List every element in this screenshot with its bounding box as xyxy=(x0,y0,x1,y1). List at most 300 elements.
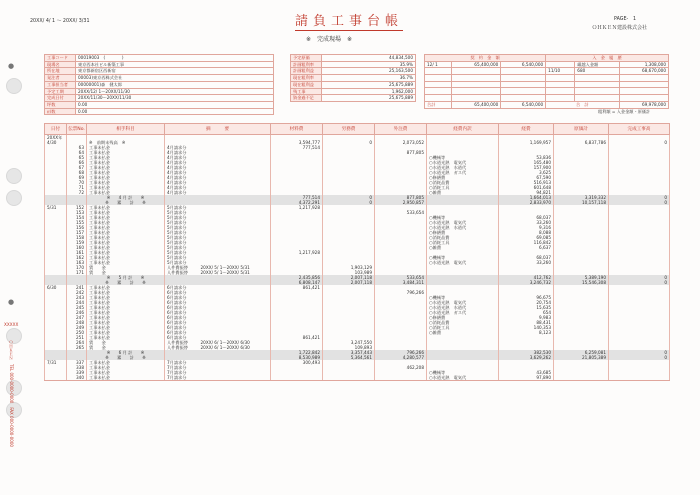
ledger-cell-a: 工事未払金 xyxy=(87,365,165,370)
binding-hole xyxy=(6,78,22,94)
ledger-cell-f4: 88,431 xyxy=(499,320,554,325)
ledger-cell-f4: 69,085 xyxy=(499,235,554,240)
ledger-cell-f6: 0 xyxy=(609,275,670,280)
ledger-cell-k: ○水道光熱 電気代 xyxy=(427,375,499,381)
ledger-cell-k: ○消耗工具 xyxy=(427,240,499,245)
ledger-cell-m: 5月請求分 xyxy=(165,220,271,225)
column-header: 伝票No. xyxy=(67,124,87,135)
ledger-cell-f4: 3,625 xyxy=(499,170,554,175)
column-header: 外注費 xyxy=(375,124,427,135)
ledger-cell-m: 7月請求分 xyxy=(165,375,271,381)
ledger-cell-a: 工事未払金 xyxy=(87,360,165,365)
ledger-cell-k: ○機械等 xyxy=(427,295,499,300)
ledger-cell-f5: 6,259,081 xyxy=(554,350,609,355)
ledger-cell-f4: 140,353 xyxy=(499,325,554,330)
ledger-cell-m: 6月請求分 xyxy=(165,310,271,315)
ledger-cell-a: 賃 金 xyxy=(87,270,165,275)
ledger-cell-d: 5/31 xyxy=(45,205,67,210)
ledger-cell-a: 工事未払金 xyxy=(87,170,165,175)
ledger-cell-m: 6月請求分 xyxy=(165,295,271,300)
cost-value: 44,834,500 xyxy=(322,55,416,62)
ledger-cell-a: ※ 5 月 計 ※ xyxy=(87,275,165,280)
ledger-cell-a: 工事未払金 xyxy=(87,320,165,325)
ledger-cell-m: 6月請求分 xyxy=(165,300,271,305)
ledger-cell-m: 6月請求分 xyxy=(165,330,271,335)
page-title: 請負工事台帳 xyxy=(295,10,403,31)
ledger-cell-f4: 97,890 xyxy=(499,375,554,381)
ledger-cell-n: 158 xyxy=(67,235,87,240)
ledger-cell-m: 5月請求分 xyxy=(165,250,271,255)
info-value: 0.00 xyxy=(76,108,274,115)
ledger-cell-a: 工事未払金 xyxy=(87,325,165,330)
column-header: 相手科目 xyxy=(87,124,165,135)
ledger-cell-k: ○消耗品費 xyxy=(427,320,499,325)
info-label: 工事コード xyxy=(45,55,76,62)
ledger-cell-m: 6月請求分 xyxy=(165,335,271,340)
ledger-cell-m: 6月請求分 xyxy=(165,315,271,320)
ledger-cell-f6: 0 xyxy=(609,140,670,145)
ledger-cell-f6: 0 xyxy=(609,350,670,355)
cost-label: 現在粗利率 xyxy=(291,75,322,82)
page-subtitle: ※ 完成現場 ※ xyxy=(306,36,353,43)
ledger-cell-f1: 3,594,777 xyxy=(271,140,323,145)
margin-mark: ● xyxy=(8,298,15,306)
info-label: 発注者 xyxy=(45,75,76,82)
info-value: 東京西本社ビル新築工事 xyxy=(76,61,274,68)
ledger-cell-m: 4月請求分 xyxy=(165,160,271,165)
ledger-cell-n: 171 xyxy=(67,270,87,275)
ledger-cell-k: ○機械等 xyxy=(427,255,499,260)
ledger-cell-m: 5月請求分 xyxy=(165,225,271,230)
ledger-cell-f4: 20,754 xyxy=(499,300,554,305)
ledger-cell-n: 250 xyxy=(67,330,87,335)
project-info-table xyxy=(44,54,274,115)
ledger-cell-k: ○機械等 xyxy=(427,155,499,160)
ledger-cell-a: 工事未払金 xyxy=(87,330,165,335)
ledger-cell-f4: 8,088 xyxy=(499,230,554,235)
margin-mark: ● xyxy=(8,62,15,70)
ledger-cell-f4: 382,530 xyxy=(499,350,554,355)
cost-value: 1,962,000 xyxy=(322,88,416,95)
received-date xyxy=(546,61,575,68)
ledger-cell-f1: 4,372,291 xyxy=(271,200,323,205)
ledger-cell-f4: 9,983 xyxy=(499,315,554,320)
ledger-cell-a: 賃 金 xyxy=(87,340,165,345)
ledger-cell-n: 65 xyxy=(67,155,87,160)
ledger-cell-m: 5月請求分 xyxy=(165,240,271,245)
cost-label: 計画粗利率 xyxy=(291,61,322,68)
ledger-cell-a: 工事未払金 xyxy=(87,310,165,315)
ledger-cell-d: 6/30 xyxy=(45,285,67,290)
ledger-cell-m: 4月請求分 xyxy=(165,155,271,160)
ledger-cell-a: 工事未払金 xyxy=(87,240,165,245)
ledger-cell-n: 242 xyxy=(67,290,87,295)
info-label: 所在地 xyxy=(45,68,76,75)
ledger-cell-a: 賃 金 xyxy=(87,265,165,270)
ledger-cell-k: ○水道光熱 ガス代 xyxy=(427,310,499,315)
ledger-cell-n: 247 xyxy=(67,315,87,320)
column-header: 摘 要 xyxy=(165,124,271,135)
ledger-cell-n: 170 xyxy=(67,265,87,270)
cost-value: 25,675,889 xyxy=(322,81,416,88)
ledger-cell-f4: 601,648 xyxy=(499,185,554,190)
ledger-cell-m: 5月請求分 xyxy=(165,230,271,235)
ledger-cell-m: 4月請求分 xyxy=(165,175,271,180)
ledger-cell-m: 7月請求分 xyxy=(165,360,271,365)
ledger-cell-n: 156 xyxy=(67,225,87,230)
ledger-cell-n: 248 xyxy=(67,320,87,325)
info-value: 00019003 ( ) xyxy=(76,55,274,62)
ledger-cell-f6: 0 xyxy=(609,280,670,285)
cost-label: 予定原価 xyxy=(291,55,322,62)
received-amount: 68,670,000 xyxy=(619,68,668,75)
cost-value: 25,163,500 xyxy=(322,68,416,75)
ledger-cell-k: ○雑費 xyxy=(427,190,499,195)
ledger-cell-f5: 3,319,332 xyxy=(554,195,609,200)
ledger-cell-n: 72 xyxy=(67,190,87,195)
ledger-cell-f4: 165,480 xyxy=(499,160,554,165)
ledger-cell-n: 244 xyxy=(67,300,87,305)
ledger-cell-f4: 33,260 xyxy=(499,260,554,265)
ledger-cell-f4: 94,821 xyxy=(499,190,554,195)
ledger-cell-m: 人件費振替 20XX/ 6/ 1～20XX/ 6/30 xyxy=(165,345,271,350)
ledger-cell-k: ○水道光熱 水道代 xyxy=(427,305,499,310)
ledger-cell-k: ○水道光熱 電気代 xyxy=(427,300,499,305)
ledger-cell-m: 4月請求分 xyxy=(165,180,271,185)
binding-hole xyxy=(6,190,22,206)
contract-total-amount: 65,400,000 xyxy=(451,101,500,108)
ledger-cell-f1: 6,808,147 xyxy=(271,280,323,285)
contract-tax: 6,540,000 xyxy=(501,61,546,68)
ledger-cell-a: 工事未払金 xyxy=(87,315,165,320)
ledger-cell-f3: 796,266 xyxy=(375,350,427,355)
ledger-cell-k: ○水道光熱 電気代 xyxy=(427,220,499,225)
cost-value: 25,675,889 xyxy=(322,95,416,102)
ledger-cell-m: 6月請求分 xyxy=(165,305,271,310)
ledger-cell-f3: 877,805 xyxy=(375,195,427,200)
ledger-cell-m: 5月請求分 xyxy=(165,210,271,215)
ledger-cell-k: ○水道光熱 電気代 xyxy=(427,260,499,265)
contract-table xyxy=(424,54,669,109)
ledger-cell-m: 4月請求分 xyxy=(165,145,271,150)
ledger-cell-a: 工事未払金 xyxy=(87,285,165,290)
info-label: 予定工期 xyxy=(45,88,76,95)
ledger-cell-f4: 157,900 xyxy=(499,165,554,170)
ledger-cell-f1 xyxy=(271,375,323,381)
ledger-cell-m: 4月請求分 xyxy=(165,150,271,155)
contract-amount: 65,400,000 xyxy=(451,61,500,68)
ledger-cell-a: 工事未払金 xyxy=(87,305,165,310)
ledger-cell-f3: 533,654 xyxy=(375,210,427,215)
ledger-cell-n: 163 xyxy=(67,260,87,265)
ledger-cell-f4: 68,037 xyxy=(499,255,554,260)
binding-hole xyxy=(6,168,22,184)
ledger-cell-n: 155 xyxy=(67,220,87,225)
ledger-cell-n: 264 xyxy=(67,340,87,345)
ledger-cell-m: 4月請求分 xyxy=(165,165,271,170)
info-value: 00003)東京西株式会社 xyxy=(76,75,274,82)
ledger-cell-f1: 8,530,989 xyxy=(271,355,323,360)
ledger-cell-n: 339 xyxy=(67,370,87,375)
ledger-cell-m: 人件費振替 20XX/ 6/ 1～20XX/ 6/30 xyxy=(165,340,271,345)
ledger-cell-f2: 3,357,443 xyxy=(323,350,375,355)
ledger-cell-f4: 3,246,732 xyxy=(499,280,554,285)
ledger-cell-f2: 103,989 xyxy=(323,270,375,275)
cost-label: 資金過不足 xyxy=(291,95,322,102)
ledger-cell-a: 工事未払金 xyxy=(87,155,165,160)
ledger-cell-f3: 4,280,577 xyxy=(375,355,427,360)
ledger-cell-f2: 0 xyxy=(323,140,375,145)
ledger-cell-a: ※ 6 月 計 ※ xyxy=(87,350,165,355)
info-value: 20XX/12/ 1～20XX/11/30 xyxy=(76,88,274,95)
cost-summary-table xyxy=(290,54,416,102)
ledger-cell-n: 161 xyxy=(67,250,87,255)
ledger-cell-f4: 1,664,013 xyxy=(499,195,554,200)
ledger-cell-a: 工事未払金 xyxy=(87,295,165,300)
ledger-cell-a: 工事未払金 xyxy=(87,245,165,250)
column-header: 経費 xyxy=(499,124,554,135)
ledger-cell-f4: 67,590 xyxy=(499,175,554,180)
ledger-cell-f2: 0 xyxy=(323,195,375,200)
ledger-cell-n: 265 xyxy=(67,345,87,350)
ledger-cell-f3: 533,654 xyxy=(375,275,427,280)
ledger-cell-n: 249 xyxy=(67,325,87,330)
ledger-cell-n: 153 xyxy=(67,210,87,215)
received-date: 11/10 xyxy=(546,68,575,75)
profit-note: 粗利額 = 入金金額 - 原価計 xyxy=(598,109,651,114)
ledger-cell-n: 338 xyxy=(67,365,87,370)
ledger-cell-a: 工事未払金 xyxy=(87,220,165,225)
ledger-cell-f1: 1,217,928 xyxy=(271,250,323,255)
ledger-cell-f3: 2,950,857 xyxy=(375,200,427,205)
ledger-cell-f1: 2,435,856 xyxy=(271,275,323,280)
ledger-cell-f5: 21,805,389 xyxy=(554,355,609,360)
ledger-cell-f4: 15,635 xyxy=(499,305,554,310)
ledger-cell-k: ○水道光熱 水道代 xyxy=(427,165,499,170)
cost-value: 35.9% xyxy=(322,61,416,68)
cost-label: 現在粗利益 xyxy=(291,81,322,88)
ledger-cell-f5 xyxy=(554,375,609,381)
ledger-cell-a: 工事未払金 xyxy=(87,235,165,240)
ledger-cell-f6: 0 xyxy=(609,200,670,205)
ledger-cell-f4: 33,260 xyxy=(499,220,554,225)
ledger-cell-a: 工事未払金 xyxy=(87,230,165,235)
ledger-cell-f3 xyxy=(375,375,427,381)
ledger-cell-n: 71 xyxy=(67,185,87,190)
ledger-cell-f2: 109,893 xyxy=(323,345,375,350)
ledger-cell-n: 243 xyxy=(67,295,87,300)
ledger-cell-f4: 68,037 xyxy=(499,215,554,220)
received-code: 680 xyxy=(575,68,619,75)
ledger-cell-a: 工事未払金 xyxy=(87,210,165,215)
ledger-cell-f3: 462,208 xyxy=(375,365,427,370)
ledger-cell-n: 337 xyxy=(67,360,87,365)
ledger-cell-n: 159 xyxy=(67,240,87,245)
ledger-cell-a: 賃 金 xyxy=(87,345,165,350)
ledger-cell-m: 6月請求分 xyxy=(165,325,271,330)
ledger-cell-n: 63 xyxy=(67,145,87,150)
ledger-cell-n: 340 xyxy=(67,375,87,381)
ledger-cell-f3: 796,266 xyxy=(375,290,427,295)
ledger-cell-a: 工事未払金 xyxy=(87,175,165,180)
info-value: 0.00 xyxy=(76,101,274,108)
ledger-cell-a: 工事未払金 xyxy=(87,160,165,165)
ledger-cell-m: 4月請求分 xyxy=(165,185,271,190)
ledger-cell-f4: 516,913 xyxy=(499,180,554,185)
ledger-cell-n: 64 xyxy=(67,150,87,155)
ledger-cell-k: ○雑費 xyxy=(427,245,499,250)
ledger-cell-d: 7/31 xyxy=(45,360,67,365)
ledger-cell-n: 160 xyxy=(67,245,87,250)
ledger-cell-a: 工事未払金 xyxy=(87,225,165,230)
ledger-cell-k: ○修繕費 xyxy=(427,175,499,180)
ledger-cell-a: 工事未払金 xyxy=(87,335,165,340)
ledger-cell-n: 157 xyxy=(67,230,87,235)
ledger-cell-f2: 3,247,550 xyxy=(323,340,375,345)
ledger-cell-a: 工事未払金 xyxy=(87,190,165,195)
ledger-cell-a: ※ 前期末残高 ※ xyxy=(87,140,165,145)
ledger-cell-a: 工事未払金 xyxy=(87,300,165,305)
ledger-cell-a: 工事未払金 xyxy=(87,205,165,210)
received-total-label: 合 計 xyxy=(546,101,619,108)
ledger-cell-a: ※ 4 月 計 ※ xyxy=(87,195,165,200)
ledger-cell-k: ○修繕費 xyxy=(427,315,499,320)
contract-total-label: 合計 xyxy=(425,101,452,108)
ledger-cell-a: 工事未払金 xyxy=(87,370,165,375)
info-value: 20XX/11/30～20XX/11/30 xyxy=(76,95,274,102)
cost-label: 残工事 xyxy=(291,88,322,95)
ledger-cell-f1: 861,421 xyxy=(271,285,323,290)
ledger-cell-f4: 116,842 xyxy=(499,240,554,245)
ledger-cell-a: ※ 累 計 ※ xyxy=(87,280,165,285)
ledger-cell-d: 4/30 xyxy=(45,140,67,145)
info-label: 現場名 xyxy=(45,61,76,68)
ledger-cell-a: 工事未払金 xyxy=(87,375,165,381)
column-header: 原価計 xyxy=(554,124,609,135)
ledger-cell-k: ○消耗品費 xyxy=(427,180,499,185)
ledger-cell-a: 工事未払金 xyxy=(87,165,165,170)
ledger-cell-a: 工事未払金 xyxy=(87,255,165,260)
contract-header: 契 約 金 額 xyxy=(425,55,546,62)
ledger-cell-f2: 2,007,118 xyxy=(323,275,375,280)
ledger-cell-n: 154 xyxy=(67,215,87,220)
ledger-cell-f5: 5,389,190 xyxy=(554,275,609,280)
company-name: ＯＨＫＥＮ建設株式会社 xyxy=(592,25,648,31)
column-header: 経費内訳 xyxy=(427,124,499,135)
info-value: 東京都新宿区西新宿 xyxy=(76,68,274,75)
ledger-cell-f4: 1,169,957 xyxy=(499,140,554,145)
ledger-cell-k: ○消耗品費 xyxy=(427,235,499,240)
ledger-cell-a: 工事未払金 xyxy=(87,150,165,155)
page-number: PAGE- 1 xyxy=(614,17,637,22)
ledger-cell-m: 5月請求分 xyxy=(165,260,271,265)
ledger-cell-k: ○修繕費 xyxy=(427,230,499,235)
ledger-cell-m: 5月請求分 xyxy=(165,245,271,250)
ledger-table xyxy=(44,123,670,381)
ledger-cell-k: ○水道光熱 水道代 xyxy=(427,225,499,230)
ledger-cell-n: 152 xyxy=(67,205,87,210)
ledger-cell-k: ○水道光熱 ガス代 xyxy=(427,170,499,175)
info-value: 00000001)森 健太郎 xyxy=(76,81,274,88)
ledger-cell-m: 6月請求分 xyxy=(165,285,271,290)
ledger-cell-f6: 0 xyxy=(609,355,670,360)
ledger-cell-f1: 1,217,928 xyxy=(271,205,323,210)
ledger-cell-f4: 2,833,970 xyxy=(499,200,554,205)
ledger-cell-k: ○消耗工具 xyxy=(427,325,499,330)
ledger-cell-f4: 3,629,262 xyxy=(499,355,554,360)
ledger-cell-f3: 877,805 xyxy=(375,150,427,155)
ledger-cell-f2: 5,364,561 xyxy=(323,355,375,360)
ledger-cell-k: ○機械等 xyxy=(427,215,499,220)
ledger-cell-f3: 2,073,052 xyxy=(375,140,427,145)
ledger-cell-a: 工事未払金 xyxy=(87,145,165,150)
ledger-cell-n: 66 xyxy=(67,160,87,165)
ledger-cell-k: ○水道光熱 電気代 xyxy=(427,160,499,165)
ledger-cell-f1: 777,514 xyxy=(271,145,323,150)
ledger-cell-n: 67 xyxy=(67,165,87,170)
column-header: 労務費 xyxy=(323,124,375,135)
ledger-cell-f6: 0 xyxy=(609,195,670,200)
ledger-cell-f2: 0 xyxy=(323,200,375,205)
ledger-cell-a: 工事未払金 xyxy=(87,260,165,265)
ledger-cell-n: 70 xyxy=(67,180,87,185)
ledger-cell-f4: 96,675 xyxy=(499,295,554,300)
ledger-cell-n: 69 xyxy=(67,175,87,180)
ledger-cell-k: ○消耗工具 xyxy=(427,185,499,190)
info-label: 坪数 xyxy=(45,101,76,108)
period: 20XX/ 4/ 1 ～ 20XX/ 3/31 xyxy=(30,19,90,24)
contract-total-tax: 6,540,000 xyxy=(501,101,546,108)
ledger-cell-f4: 43,685 xyxy=(499,370,554,375)
margin-code: XXXXX xyxy=(4,322,19,327)
info-label: ㎡数 xyxy=(45,108,76,115)
info-label: 工事担当者 xyxy=(45,81,76,88)
ledger-cell-f5: 15,546,308 xyxy=(554,280,609,285)
ledger-cell-a: 工事未払金 xyxy=(87,185,165,190)
ledger-cell-f1: 777,514 xyxy=(271,195,323,200)
ledger-cell-f4: 53,836 xyxy=(499,155,554,160)
ledger-cell-f4: 412,762 xyxy=(499,275,554,280)
ledger-cell-n: 162 xyxy=(67,255,87,260)
ledger-cell-m: 7月請求分 xyxy=(165,370,271,375)
ledger-cell-k: ○雑費 xyxy=(427,330,499,335)
ledger-cell-m: 5月請求分 xyxy=(165,205,271,210)
ledger-cell-f4: 6,637 xyxy=(499,245,554,250)
ledger-cell-m: 5月請求分 xyxy=(165,235,271,240)
received-amount: 1,308,000 xyxy=(619,61,668,68)
ledger-cell-a: 工事未払金 xyxy=(87,290,165,295)
ledger-cell-f5: 6,837,786 xyxy=(554,140,609,145)
ledger-cell-n: 251 xyxy=(67,335,87,340)
ledger-cell-m: 人件費振替 20XX/ 5/ 1～20XX/ 5/31 xyxy=(165,270,271,275)
ledger-cell-m: 6月請求分 xyxy=(165,290,271,295)
ledger-cell-n: 241 xyxy=(67,285,87,290)
received-total: 69,978,000 xyxy=(619,101,668,108)
ledger-cell-f1: 300,493 xyxy=(271,360,323,365)
ledger-cell-a: 工事未払金 xyxy=(87,215,165,220)
ledger-cell-a: ※ 累 計 ※ xyxy=(87,200,165,205)
ledger-cell-n: 245 xyxy=(67,305,87,310)
ledger-cell-m: 6月請求分 xyxy=(165,320,271,325)
ledger-cell-f4: 8,123 xyxy=(499,330,554,335)
ledger-cell-f2 xyxy=(323,375,375,381)
ledger-cell-m: 4月請求分 xyxy=(165,170,271,175)
received-header: 入 金 履 歴 xyxy=(546,55,669,62)
column-header: 完成工事高 xyxy=(609,124,670,135)
cost-value: 36.7% xyxy=(322,75,416,82)
ledger-cell-f1: 861,421 xyxy=(271,335,323,340)
ledger-cell-a: 工事未払金 xyxy=(87,180,165,185)
